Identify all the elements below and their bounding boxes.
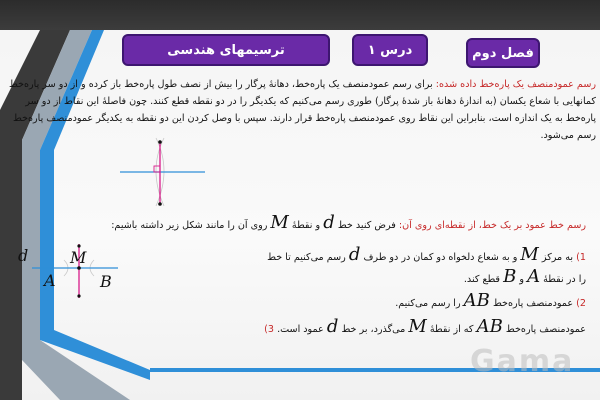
math-A: A	[527, 266, 541, 287]
chapter-label: فصل دوم	[472, 45, 534, 61]
step1-row-2	[464, 266, 586, 287]
perpendicular-bisector-figure	[110, 130, 220, 220]
step3-end: عمود است.	[277, 324, 324, 335]
chapter-badge[interactable]	[466, 38, 540, 68]
math-AB: AB	[463, 290, 490, 311]
step3-mid: که از نقطهٔ	[429, 324, 474, 335]
step2-row	[395, 290, 586, 311]
math-M: M	[520, 244, 539, 265]
step1-number: 1)	[576, 252, 586, 263]
math-d: d	[348, 244, 361, 265]
step1-text-c: رسم می‌کنیم تا خط	[267, 252, 346, 263]
lesson-label: درس ۱	[367, 42, 413, 58]
step3-text: عمودمنصف پاره‌خط	[505, 324, 586, 335]
section1-paragraph	[8, 76, 596, 144]
figure2-label-d: d	[18, 246, 29, 265]
figure2-label-B: B	[100, 272, 112, 291]
step2-end: را رسم می‌کنیم.	[395, 298, 461, 309]
step2-number: 2)	[576, 298, 586, 309]
perpendicular-at-point-figure	[14, 238, 124, 302]
math-M: M	[408, 316, 427, 337]
section2-intro-end: روی آن را مانند شکل زیر داشته باشیم:	[111, 220, 268, 231]
figure2-label-A: A	[44, 271, 56, 290]
section1-body-rest: و از دو سر پاره‌خط کمانهایی با شعاع یکسان (به اندازهٔ دهانهٔ باز شدهٔ پرگار) طوری رسم می‌کنیم که یکدیگر را در دو نقطه قطع کنند. چون فاصلهٔ این نقاط از دو سر پاره‌خط به یک اندازه است، بنابراین این نقاط روی عمودمنصف پاره‌خط قرار دارند. سپس با وصل کردن این دو نقطه به یکدیگر عمودمنصف پاره‌خط رسم می‌شود.	[8, 79, 596, 141]
step1-text-e: و	[519, 274, 525, 285]
math-M: M	[270, 212, 289, 233]
section2-intro: فرض کنید خط	[337, 220, 399, 231]
topic-badge[interactable]	[122, 34, 330, 66]
math-d: d	[326, 316, 339, 337]
gama-logo: Gama	[470, 344, 575, 379]
section2-heading-row	[111, 212, 586, 233]
step2-text: عمودمنصف پاره‌خط	[492, 298, 574, 309]
section2-intro-mid: و نقطهٔ	[291, 220, 321, 231]
step1-text-a: به مرکز	[541, 252, 574, 263]
section1-heading: رسم عمودمنصف یک پاره‌خط داده شده:	[435, 79, 596, 90]
figure2-label-M: M	[70, 248, 87, 267]
topic-label: ترسیمهای هندسی	[167, 42, 285, 58]
step3-mid2: می‌گذرد، بر خط	[341, 324, 406, 335]
lesson-badge[interactable]	[352, 34, 428, 66]
math-AB: AB	[476, 316, 503, 337]
step3-row	[264, 316, 586, 337]
math-B: B	[503, 266, 517, 287]
section1-body-first: برای رسم عمودمنصف یک پاره‌خط، دهانهٔ پرگار را بیش از نصف طول پاره‌خط باز کرده	[88, 79, 436, 90]
step1-text-d: را در نقطهٔ	[543, 274, 586, 285]
step1-text-f: قطع کند.	[463, 274, 501, 285]
step3-number: 3)	[264, 324, 274, 335]
step1-text-b: و به شعاع دلخواه دو کمان در دو طرف	[363, 252, 518, 263]
section2-heading: رسم خط عمود بر یک خط، از نقطه‌ای روی آن:	[398, 220, 586, 231]
step1-row	[267, 244, 586, 265]
math-d: d	[323, 212, 335, 233]
